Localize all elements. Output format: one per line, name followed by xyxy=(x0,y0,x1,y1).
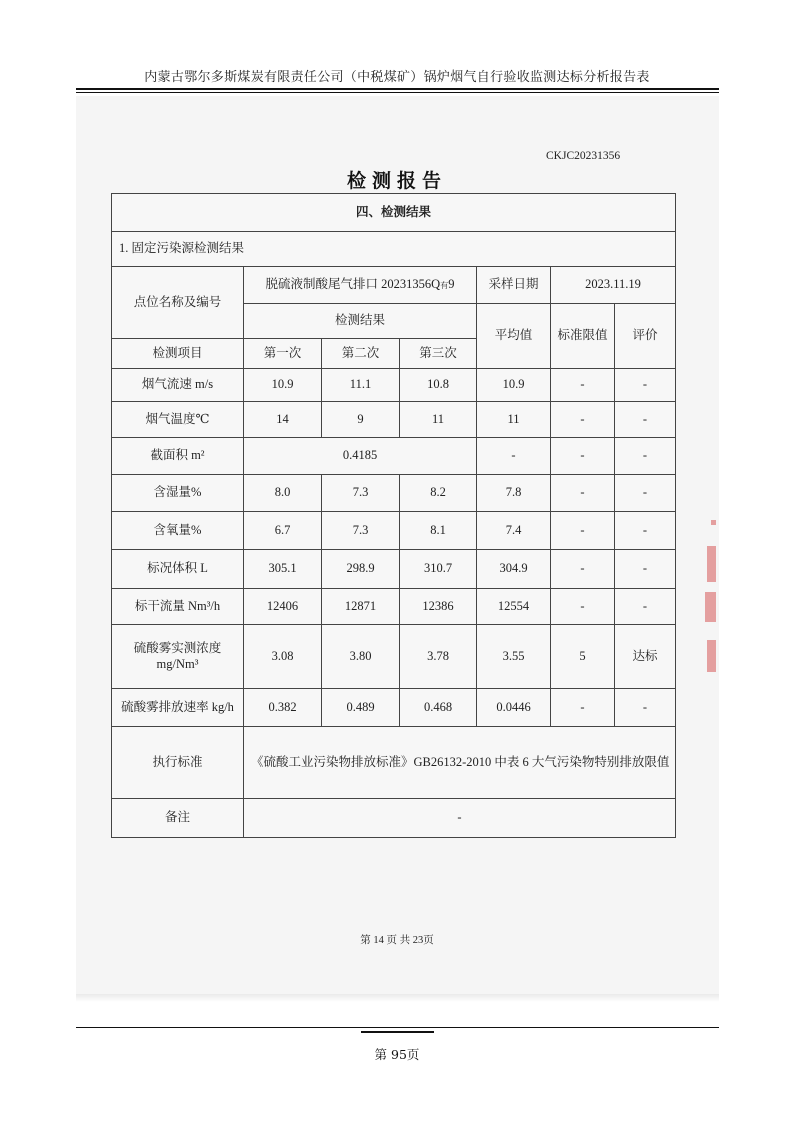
report-number: CKJC20231356 xyxy=(546,150,621,162)
seal-fragment xyxy=(705,592,716,622)
table-row xyxy=(112,512,676,550)
remark-label: 备注 xyxy=(112,799,244,838)
point-label: 点位名称及编号 xyxy=(112,267,244,339)
row-average: 10.9 xyxy=(477,369,551,402)
row-value-1: 12406 xyxy=(244,589,322,625)
header-rule-thick xyxy=(76,88,719,90)
table-row xyxy=(112,402,676,438)
table-row xyxy=(112,689,676,727)
standard-value: 《硫酸工业污染物排放标准》GB26132-2010 中表 6 大气污染物特别排放限值 xyxy=(244,727,676,799)
row-eval: - xyxy=(615,689,676,727)
scan-edge xyxy=(76,994,719,1002)
row-item: 含湿量% xyxy=(112,475,244,512)
row-value-2: 9 xyxy=(322,402,400,438)
row-average: 12554 xyxy=(477,589,551,625)
row-value-3: 12386 xyxy=(400,589,477,625)
row-average: 11 xyxy=(477,402,551,438)
standard-row xyxy=(112,727,676,799)
row-value-1: 6.7 xyxy=(244,512,322,550)
row-item: 含氧量% xyxy=(112,512,244,550)
average-label: 平均值 xyxy=(477,304,551,369)
row-limit: 5 xyxy=(551,625,615,689)
row-limit: - xyxy=(551,475,615,512)
row-value-1: 14 xyxy=(244,402,322,438)
section-title: 四、检测结果 xyxy=(112,194,676,232)
row-limit: - xyxy=(551,402,615,438)
results-table xyxy=(111,193,676,838)
table-row xyxy=(112,369,676,402)
row-value-1: 0.382 xyxy=(244,689,322,727)
row-value-3: 10.8 xyxy=(400,369,477,402)
row-limit: - xyxy=(551,438,615,475)
row-value-2: 298.9 xyxy=(322,550,400,589)
row-eval: - xyxy=(615,475,676,512)
run-label-1: 第一次 xyxy=(244,339,322,369)
row-value-3: 3.78 xyxy=(400,625,477,689)
table-row xyxy=(112,589,676,625)
row-limit: - xyxy=(551,550,615,589)
seal-fragment xyxy=(707,546,716,582)
row-limit: - xyxy=(551,512,615,550)
seal-fragment xyxy=(707,640,716,672)
row-eval: 达标 xyxy=(615,625,676,689)
row-limit: - xyxy=(551,589,615,625)
row-item: 烟气温度℃ xyxy=(112,402,244,438)
row-eval: - xyxy=(615,369,676,402)
item-label: 检测项目 xyxy=(112,339,244,369)
row-value-2: 3.80 xyxy=(322,625,400,689)
remark-value: - xyxy=(244,799,676,838)
inner-page-number: 第 14 页 共 23页 xyxy=(360,935,434,946)
row-average: 7.4 xyxy=(477,512,551,550)
row-value-2: 7.3 xyxy=(322,475,400,512)
table-row xyxy=(112,475,676,512)
row-value-1: 305.1 xyxy=(244,550,322,589)
row-item: 标况体积 L xyxy=(112,550,244,589)
outer-page-number: 第 95页 xyxy=(374,1047,420,1062)
limit-label: 标准限值 xyxy=(551,304,615,369)
row-item: 硫酸雾实测浓度 mg/Nm³ xyxy=(112,625,244,689)
row-item: 硫酸雾排放速率 kg/h xyxy=(112,689,244,727)
sample-date-label: 采样日期 xyxy=(477,267,551,304)
document-header-title: 内蒙古鄂尔多斯煤炭有限责任公司（中税煤矿）锅炉烟气自行验收监测达标分析报告表 xyxy=(144,70,650,85)
table-row xyxy=(112,625,676,689)
table-row xyxy=(112,438,676,475)
report-title: 检测报告 xyxy=(346,170,447,192)
row-average: 0.0446 xyxy=(477,689,551,727)
row-value-3: 310.7 xyxy=(400,550,477,589)
row-value-2: 12871 xyxy=(322,589,400,625)
row-limit: - xyxy=(551,369,615,402)
row-eval: - xyxy=(615,589,676,625)
row-eval: - xyxy=(615,512,676,550)
row-value-2: 11.1 xyxy=(322,369,400,402)
row-value-3: 8.1 xyxy=(400,512,477,550)
row-item: 标干流量 Nm³/h xyxy=(112,589,244,625)
row-value-2: 7.3 xyxy=(322,512,400,550)
row-value-3: 8.2 xyxy=(400,475,477,512)
subsection-title: 1. 固定污染源检测结果 xyxy=(112,232,676,267)
section-header-row xyxy=(112,194,676,232)
row-value-1: 8.0 xyxy=(244,475,322,512)
result-label: 检测结果 xyxy=(244,304,477,339)
row-eval: - xyxy=(615,550,676,589)
row-item: 烟气流速 m/s xyxy=(112,369,244,402)
row-average: - xyxy=(477,438,551,475)
row-limit: - xyxy=(551,689,615,727)
run-label-3: 第三次 xyxy=(400,339,477,369)
row-eval: - xyxy=(615,438,676,475)
sample-date-value: 2023.11.19 xyxy=(551,267,676,304)
standard-label: 执行标准 xyxy=(112,727,244,799)
row-eval: - xyxy=(615,402,676,438)
eval-label: 评价 xyxy=(615,304,676,369)
run-label-2: 第二次 xyxy=(322,339,400,369)
row-value-3: 11 xyxy=(400,402,477,438)
footer-rule xyxy=(76,1027,719,1028)
row-item: 截面积 m² xyxy=(112,438,244,475)
point-value: 脱硫液制酸尾气排口 20231356Q有9 xyxy=(244,267,477,304)
remark-row xyxy=(112,799,676,838)
point-row xyxy=(112,267,676,304)
row-merged-value: 0.4185 xyxy=(244,438,477,475)
row-value-3: 0.468 xyxy=(400,689,477,727)
subsection-row xyxy=(112,232,676,267)
row-value-1: 10.9 xyxy=(244,369,322,402)
row-value-1: 3.08 xyxy=(244,625,322,689)
table-row xyxy=(112,550,676,589)
row-average: 304.9 xyxy=(477,550,551,589)
footer-rule-short xyxy=(361,1031,434,1033)
header-rule-thin xyxy=(76,92,719,93)
row-average: 7.8 xyxy=(477,475,551,512)
seal-fragment xyxy=(711,520,716,525)
row-value-2: 0.489 xyxy=(322,689,400,727)
row-average: 3.55 xyxy=(477,625,551,689)
